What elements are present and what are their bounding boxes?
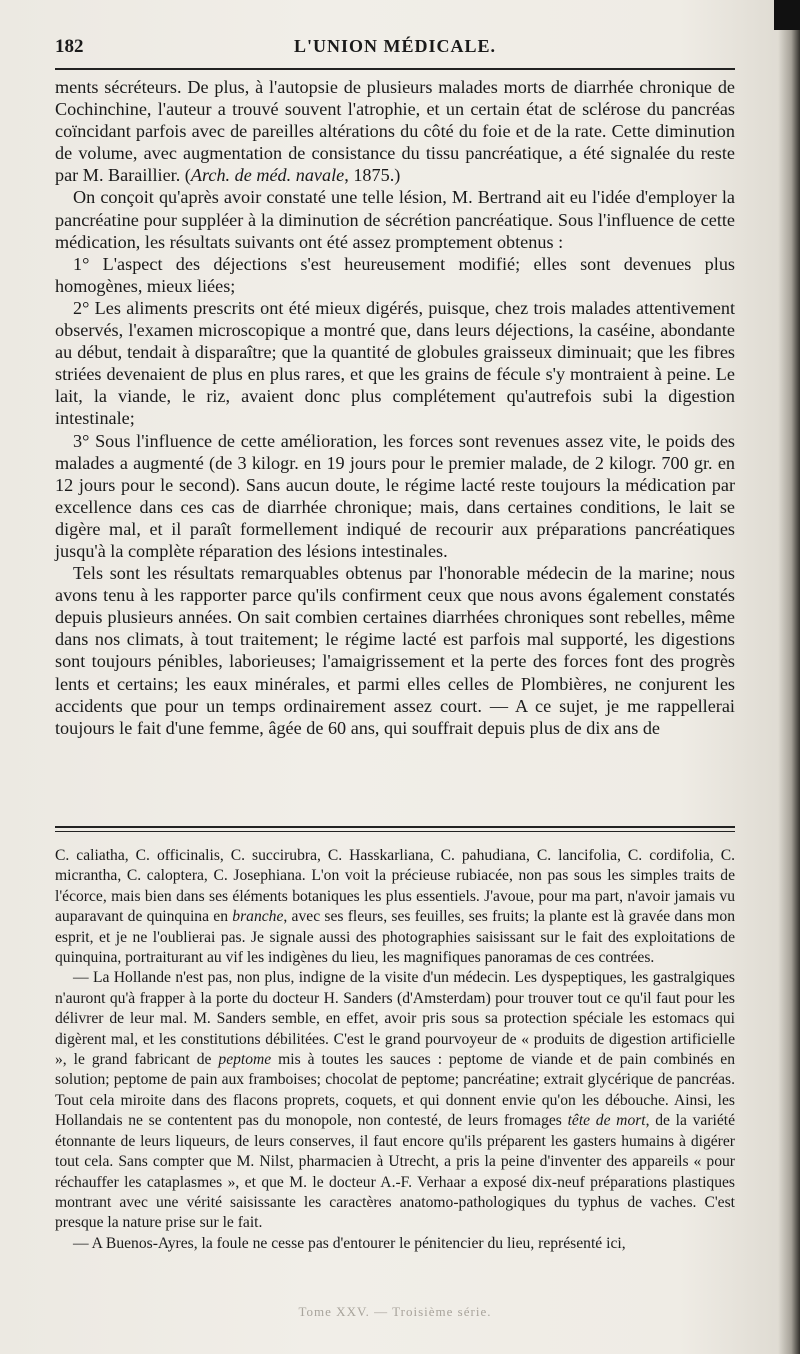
paragraph: C. caliatha, C. officinalis, C. succirubra, C. Hasskarliana, C. pahudiana, C. lancifolia, C. cordifolia, C. micrantha, C. caloptera, C. Josephiana. L'on voit la précieuse rubiacée, non pas sous les simples traits de l'écorce, mais bien dans ses éléments botaniques les plus essentiels. J'avoue, pour ma part, n'avoir jamais vu auparavant de quinquina en branche, avec ses fleurs, ses feuilles, ses fruits; la plante est là gravée dans mon esprit, et je ne l'oublierai pas. Je signale aussi des photographies saisissant sur le fait des exploitations de quinquina, portraiturant au vif les indigènes du lieu, les magnifiques panoramas de ces contrées. — [55, 847, 736, 967]
paragraph: ments sécréteurs. De plus, à l'autopsie de plusieurs malades morts de diarrhée chronique de Cochinchine, l'auteur a trouvé souvent l'atrophie, et un certain état de sclérose du pancréas coïncidant parfois avec de pareilles altérations du côté du foie et de la rate. Cette diminution de volume, avec augmentation de consistance du tissu pancréatique, a été signalée du reste par M. Baraillier. (Arch. de méd. navale, 1875.) — [55, 77, 735, 186]
list-item: 1° L'aspect des déjections s'est heureusement modifié; elles sont devenues plus homogènes, mieux liées; — [55, 253, 735, 296]
paragraph: — A Buenos-Ayres, la foule ne cesse pas d'entourer le pénitencier du lieu, représenté ici, — [73, 1234, 626, 1252]
page-corner — [774, 0, 800, 30]
citation: Arch. de méd. navale — [190, 165, 345, 186]
page-edge-shadow — [778, 0, 800, 1354]
page-header — [55, 36, 735, 62]
page-footer: Tome XXV. — Troisième série. — [298, 1304, 492, 1319]
paragraph: On conçoit qu'après avoir constaté une telle lésion, M. Bertrand ait eu l'idée d'employer la pancréatine pour suppléer à la diminution de sécrétion pancréatique. Sous l'influence de cette médication, les résultats suivants ont été assez promptement obtenus : — [55, 187, 735, 252]
list-item: 3° Sous l'influence de cette amélioration, les forces sont revenues assez vite, le poids des malades a augmenté (de 3 kilogr. en 19 jours pour le premier malade, de 2 kilogr. 700 gr. en 12 jours pour le second). Sans aucun doute, le régime lacté reste toujours la médication par excellence dans ces cas de diarrhée chronique; mais, dans certaines conditions, le lait se digère mal, et il paraît formellement indiqué de recourir aux préparations pancréatiques jusqu'à la complète réparation des lésions intestinales. — [55, 430, 735, 561]
header-rule — [55, 68, 735, 70]
column-divider — [55, 826, 735, 832]
page-number: 182 — [55, 36, 84, 57]
main-text — [55, 76, 735, 739]
feuilleton-text — [55, 846, 735, 1254]
paragraph: — La Hollande n'est pas, non plus, indigne de la visite d'un médecin. Les dyspeptiques, les gastralgiques n'auront qu'à frapper à la porte du docteur H. Sanders (d'Amsterdam) pour trouver tout ce qu'il faut pour les délivrer de leur mal. M. Sanders semble, en effet, avoir pris sous sa protection spéciale les estomacs qui digèrent mal, et les constitutions débilitées. C'est le grand pourvoyeur de « produits de digestion artificielle », le grand fabricant de peptome mis à toutes les sauces : peptome de viande et de pain combinés en solution; peptome de pain aux framboises; chocolat de peptome; pancréatine; extrait glycérique de pancréas. Tout cela miroite dans des flacons proprets, coquets, et qui donnent envie qu'on les débouche. Ainsi, les Hollandais ne se contentent pas du monopole, non contesté, de leurs fromages tête de mort, de la variété étonnante de leurs liqueurs, de leurs conserves, il faut encore qu'ils préparent les gasters humains à digérer tout cela. Sans compter que M. Nilst, pharmacien à Utrecht, a pris la peine d'inventer des appareils « pour réchauffer les cataplasmes », et que M. le docteur A.-F. Verhaar a exposé dix-neuf préparations plastiques montrant avec une vérité saisissante les caractères anatomo-pathologiques du typhus de vaches. C'est presque la nature prise sur le fait. — [55, 969, 736, 1232]
running-head: L'UNION MÉDICALE. — [293, 36, 497, 56]
list-item: 2° Les aliments prescrits ont été mieux digérés, puisque, chez trois malades attentivement observés, l'examen microscopique a montré que, dans leurs déjections, la caséine, abondante au début, tendait à disparaître; que la quantité de globules graisseux diminuait; que les fibres striées devenaient de plus en plus rares, et que les grains de fécule s'y montraient à peine. Le lait, la viande, le riz, avaient donc plus complétement qu'autrefois subi la digestion intestinale; — [55, 297, 735, 429]
paragraph: Tels sont les résultats remarquables obtenus par l'honorable médecin de la marine; nous avons tenu à les rapporter parce qu'ils confirment ceux que nous avons également constatés depuis plusieurs années. On sait combien certaines diarrhées chroniques sont rebelles, même dans nos climats, à tout traitement; le régime lacté est parfois mal supporté, les digestions sont toujours pénibles, laborieuses; l'amaigrissement et la perte des forces font des progrès lents et certains; les eaux minérales, et parmi elles celles de Plombières, ne conjurent les accidents que pour un temps ordinairement assez court. — A ce sujet, je me rappellerai toujours le fait d'une femme, âgée de 60 ans, qui souffrait depuis plus de dix ans de — [55, 563, 735, 738]
